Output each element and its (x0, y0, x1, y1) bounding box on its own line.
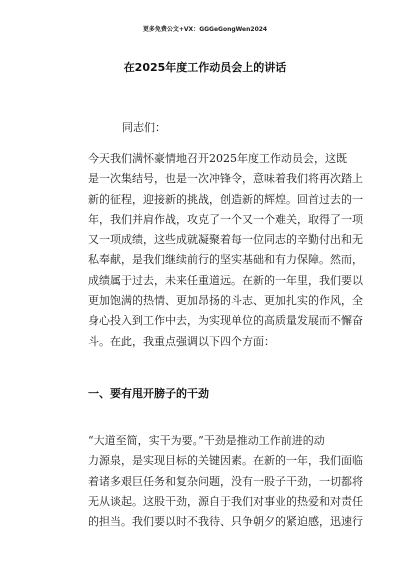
paragraph-line: 无从谈起。这股干劲，源自于我们对事业的热爱和对责任 (88, 494, 363, 508)
header-note: 更多免费公文+VX：GGGeGongWen2024 (142, 26, 268, 33)
paragraph-line: 是一次集结号，也是一次冲锋令，意味着我们将再次踏上 (88, 172, 363, 186)
paragraph-line: 斗。在此，我重点强调以下四个方面： (88, 334, 275, 348)
paragraph-line: 着诸多艰巨任务和复杂问题，没有一股子干劲，一切都将 (88, 474, 363, 488)
paragraph-line: “大道至简，实干为要。”干劲是推动工作前进的动 (88, 434, 325, 447)
paragraph-line: 成绩属于过去，未来任重道远。在新的一年里，我们要以 (88, 273, 363, 287)
paragraph-intro (88, 149, 363, 352)
paragraph-line: 今天我们满怀豪情地召开2025年度工作动员会，这既 (88, 152, 347, 165)
paragraph-line: 力源泉，是实现目标的关键因素。在新的一年，我们面临 (88, 454, 363, 468)
paragraph-line: 年，我们并肩作战，攻克了一个又一个难关，取得了一项 (88, 212, 363, 226)
paragraph-line: 又一项成绩，这些成就凝聚着每一位同志的辛勤付出和无 (88, 233, 363, 247)
paragraph-line: 的担当。我们要以时不我待、只争朝夕的紧迫感，迅速行 (88, 515, 363, 529)
paragraph-line: 私奉献，是我们继续前行的坚实基础和有力保障。然而， (88, 253, 363, 267)
paragraph-line: 身心投入到工作中去，为实现单位的高质量发展而不懈奋 (88, 314, 363, 328)
section-heading: 一、要有甩开膀子的干劲 (88, 387, 209, 400)
document-title: 在2025年度工作动员会上的讲话 (123, 61, 287, 74)
greeting: 同志们： (122, 121, 166, 134)
paragraph-line: 更加饱满的热情、更加昂扬的斗志、更加扎实的作风，全 (88, 294, 363, 308)
paragraph-section1 (88, 431, 363, 532)
paragraph-line: 新的征程，迎接新的挑战，创造新的辉煌。回首过去的一 (88, 192, 363, 206)
